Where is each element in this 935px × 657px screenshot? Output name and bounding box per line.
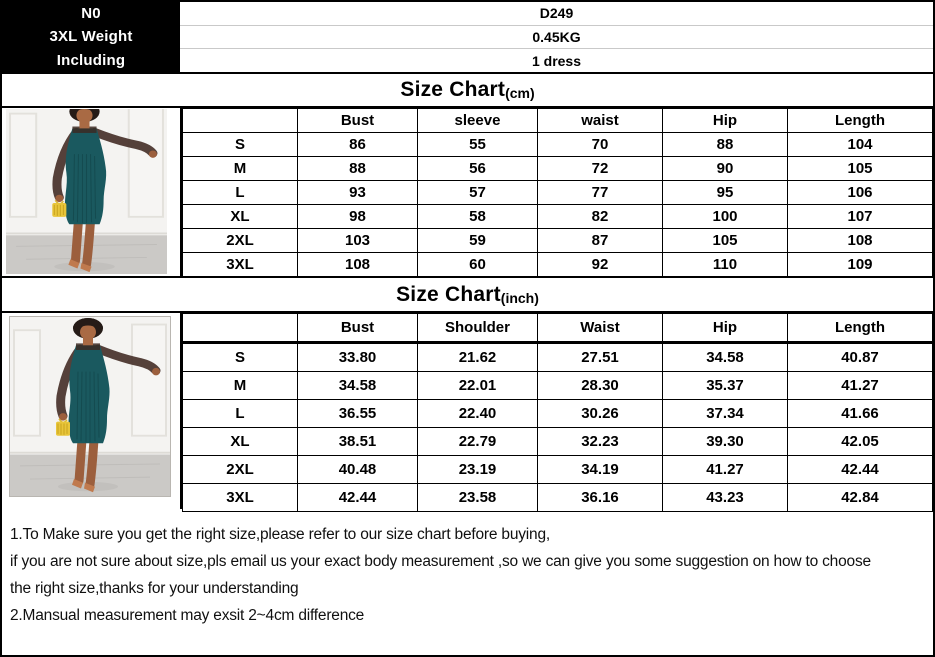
measurement-cell: 42.44 (298, 484, 418, 512)
measurement-cell: 55 (418, 133, 538, 157)
measurement-cell: 41.27 (663, 456, 788, 484)
measurement-cell: 87 (538, 229, 663, 253)
measurement-cell: 34.19 (538, 456, 663, 484)
product-header-labels (2, 2, 180, 72)
cm-table-header-row (183, 109, 933, 133)
measurement-cell: 41.66 (788, 400, 933, 428)
measurement-cell: 22.40 (418, 400, 538, 428)
product-photo-1 (6, 109, 167, 274)
column-header-blank (183, 314, 298, 343)
measurement-cell: 60 (418, 253, 538, 277)
size-label-cell: L (183, 400, 298, 428)
cm-chart-title (2, 72, 933, 108)
measurement-cell: 58 (418, 205, 538, 229)
measurement-cell: 34.58 (298, 372, 418, 400)
table-row (183, 456, 933, 484)
measurement-cell: 107 (788, 205, 933, 229)
cm-size-table (182, 108, 933, 277)
measurement-cell: 22.79 (418, 428, 538, 456)
measurement-cell: 21.62 (418, 343, 538, 372)
measurement-cell: 35.37 (663, 372, 788, 400)
measurement-cell: 95 (663, 181, 788, 205)
table-row (183, 400, 933, 428)
measurement-cell: 56 (418, 157, 538, 181)
size-label-cell: S (183, 133, 298, 157)
measurement-cell: 70 (538, 133, 663, 157)
measurement-cell: 88 (663, 133, 788, 157)
table-row (183, 343, 933, 372)
measurement-cell: 43.23 (663, 484, 788, 512)
column-header-length: Length (788, 109, 933, 133)
measurement-cell: 42.44 (788, 456, 933, 484)
note-line: the right size,thanks for your understanding (10, 580, 299, 597)
cm-chart-section (2, 108, 933, 276)
measurement-cell: 108 (788, 229, 933, 253)
table-row (183, 253, 933, 277)
measurement-cell: 72 (538, 157, 663, 181)
size-label-cell: S (183, 343, 298, 372)
measurement-cell: 42.84 (788, 484, 933, 512)
size-label-cell: 3XL (183, 484, 298, 512)
measurement-cell: 110 (663, 253, 788, 277)
column-header-sleeve: sleeve (418, 109, 538, 133)
column-header-length: Length (788, 314, 933, 343)
measurement-cell: 93 (298, 181, 418, 205)
measurement-cell: 40.48 (298, 456, 418, 484)
measurement-cell: 108 (298, 253, 418, 277)
measurement-cell: 104 (788, 133, 933, 157)
note-line: 2.Mansual measurement may exsit 2~4cm difference (10, 607, 365, 624)
measurement-cell: 41.27 (788, 372, 933, 400)
measurement-cell: 27.51 (538, 343, 663, 372)
measurement-cell: 98 (298, 205, 418, 229)
size-label-cell: XL (183, 205, 298, 229)
measurement-cell: 28.30 (538, 372, 663, 400)
measurement-cell: 106 (788, 181, 933, 205)
measurement-cell: 33.80 (298, 343, 418, 372)
model-figure-photo (10, 317, 170, 496)
inch-chart-title-text: Size Chart (396, 282, 501, 306)
inch-size-table (182, 313, 933, 512)
measurement-cell: 105 (663, 229, 788, 253)
measurement-cell: 105 (788, 157, 933, 181)
product-number-value: D249 (180, 2, 933, 26)
header-label-including: Including (56, 51, 126, 69)
measurement-cell: 42.05 (788, 428, 933, 456)
measurement-cell: 100 (663, 205, 788, 229)
header-label-weight: 3XL Weight (49, 28, 133, 46)
inch-table-header-row (183, 314, 933, 343)
inch-chart-unit: (inch) (500, 289, 539, 306)
measurement-cell: 32.23 (538, 428, 663, 456)
size-label-cell: 2XL (183, 456, 298, 484)
measurement-cell: 40.87 (788, 343, 933, 372)
measurement-cell: 22.01 (418, 372, 538, 400)
column-header-bust: Bust (298, 109, 418, 133)
table-row (183, 157, 933, 181)
column-header-bust: Bust (298, 314, 418, 343)
measurement-cell: 36.16 (538, 484, 663, 512)
column-header-waist: waist (538, 109, 663, 133)
column-header-hip: Hip (663, 314, 788, 343)
measurement-cell: 88 (298, 157, 418, 181)
size-label-cell: XL (183, 428, 298, 456)
measurement-cell: 59 (418, 229, 538, 253)
table-row (183, 205, 933, 229)
product-photo-2 (9, 316, 171, 497)
cm-chart-title-text: Size Chart (400, 78, 506, 101)
measurement-cell: 86 (298, 133, 418, 157)
table-row (183, 181, 933, 205)
inch-chart-section (2, 313, 933, 509)
size-label-cell: M (183, 157, 298, 181)
measurement-cell: 77 (538, 181, 663, 205)
measurement-cell: 37.34 (663, 400, 788, 428)
measurement-cell: 34.58 (663, 343, 788, 372)
product-header (2, 2, 933, 72)
model-figure-photo (6, 109, 167, 274)
measurement-cell: 39.30 (663, 428, 788, 456)
measurement-cell: 92 (538, 253, 663, 277)
measurement-cell: 90 (663, 157, 788, 181)
inch-chart-title (2, 276, 933, 313)
note-line: 1.To Make sure you get the right size,please refer to our size chart before buying, (10, 526, 550, 543)
column-header-shoulder: Shoulder (418, 314, 538, 343)
measurement-cell: 36.55 (298, 400, 418, 428)
column-header-blank (183, 109, 298, 133)
table-row (183, 229, 933, 253)
measurement-cell: 57 (418, 181, 538, 205)
measurement-cell: 38.51 (298, 428, 418, 456)
size-label-cell: 2XL (183, 229, 298, 253)
header-label-no: N0 (81, 5, 101, 23)
column-header-waist: Waist (538, 314, 663, 343)
product-weight-value: 0.45KG (180, 26, 933, 50)
size-label-cell: 3XL (183, 253, 298, 277)
measurement-cell: 23.19 (418, 456, 538, 484)
cm-chart-unit: (cm) (505, 85, 535, 101)
product-photo-cell-2 (2, 313, 182, 509)
product-including-value: 1 dress (531, 52, 582, 69)
measurement-cell: 23.58 (418, 484, 538, 512)
measurement-cell: 30.26 (538, 400, 663, 428)
table-row (183, 133, 933, 157)
measurement-cell: 103 (298, 229, 418, 253)
note-line: if you are not sure about size,pls email us your exact body measurement ,so we can give you some suggestion on how to choose (10, 553, 871, 570)
column-header-hip: Hip (663, 109, 788, 133)
table-row (183, 428, 933, 456)
sizing-notes (2, 509, 933, 657)
table-row (183, 484, 933, 512)
table-row (183, 372, 933, 400)
size-label-cell: M (183, 372, 298, 400)
measurement-cell: 109 (788, 253, 933, 277)
size-label-cell: L (183, 181, 298, 205)
measurement-cell: 82 (538, 205, 663, 229)
product-photo-cell-1 (2, 108, 182, 276)
product-header-values (180, 2, 933, 72)
